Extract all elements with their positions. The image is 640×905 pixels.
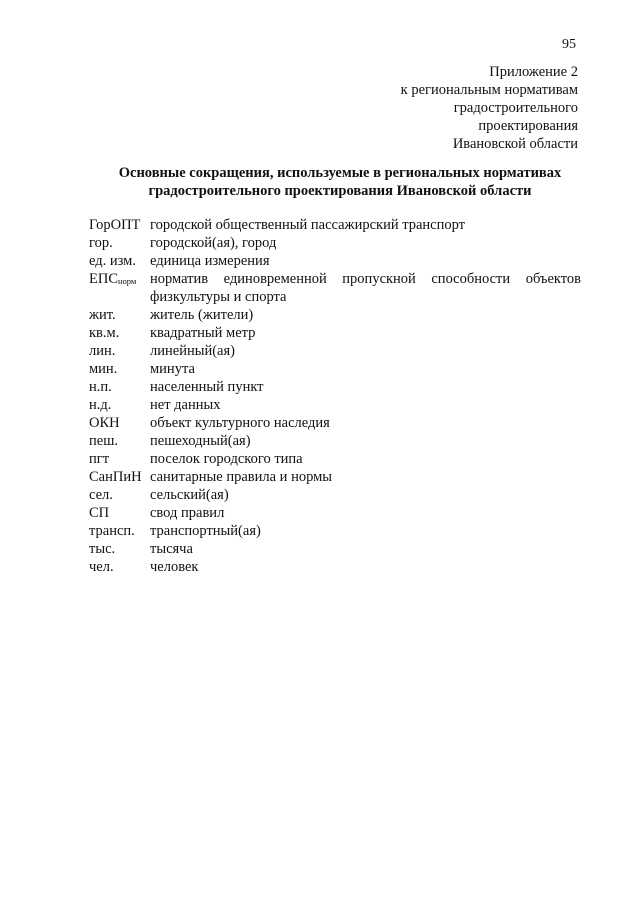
abbreviation-definition: сельский(ая): [150, 487, 229, 503]
abbreviation-term-text: пгт: [89, 451, 110, 467]
abbreviation-definition: тысяча: [150, 541, 193, 557]
abbreviation-row: [89, 306, 581, 324]
abbreviation-row: [89, 450, 581, 468]
document-heading: [80, 164, 600, 200]
abbreviation-term: [89, 378, 150, 396]
abbreviation-definition: линейный(ая): [150, 343, 235, 359]
abbreviation-term-text: ОКН: [89, 415, 120, 431]
abbreviation-term-text: мин.: [89, 361, 118, 377]
abbreviation-row: [89, 468, 581, 486]
abbreviation-term-subscript: норм: [118, 276, 137, 286]
abbreviation-row: [89, 558, 581, 576]
heading-line: градостроительного проектирования Ивановской области: [148, 183, 532, 199]
abbreviation-term: [89, 558, 150, 576]
appendix-line: проектирования: [478, 118, 578, 134]
abbreviation-term: [89, 450, 150, 468]
abbreviation-term: [89, 234, 150, 252]
abbreviation-definition: поселок городского типа: [150, 451, 303, 467]
abbreviation-term: [89, 486, 150, 504]
abbreviation-term: [89, 414, 150, 432]
appendix-line: к региональным нормативам: [400, 82, 578, 98]
abbreviation-term-text: н.п.: [89, 379, 112, 395]
abbreviation-term: [89, 468, 150, 486]
abbreviation-definition: житель (жители): [150, 307, 254, 323]
abbreviation-term-text: лин.: [89, 343, 116, 359]
abbreviation-term-text: гор.: [89, 235, 113, 251]
abbreviation-term: [89, 342, 150, 360]
abbreviation-term: [89, 504, 150, 522]
abbreviation-term-text: ГорОПТ: [89, 217, 141, 233]
abbreviation-definition: пешеходный(ая): [150, 433, 251, 449]
abbreviation-term: [89, 540, 150, 558]
appendix-line: Приложение 2: [489, 64, 578, 80]
abbreviation-term: [89, 522, 150, 540]
abbreviation-definition: транспортный(ая): [150, 523, 261, 539]
page-number: 95: [562, 37, 576, 52]
abbreviation-row: [89, 486, 581, 504]
abbreviation-definition: населенный пункт: [150, 379, 264, 395]
abbreviation-term-text: ЕПС: [89, 271, 118, 287]
abbreviation-row: [89, 216, 581, 234]
abbreviation-definition: квадратный метр: [150, 325, 256, 341]
abbreviation-row: [89, 234, 581, 252]
abbreviation-term-text: сел.: [89, 487, 113, 503]
abbreviation-row: [89, 504, 581, 522]
abbreviation-term-text: тыс.: [89, 541, 116, 557]
abbreviation-term: [89, 306, 150, 324]
abbreviation-list: [89, 216, 581, 576]
abbreviation-term: [89, 324, 150, 342]
abbreviation-row: [89, 270, 581, 306]
abbreviation-definition: единица измерения: [150, 253, 270, 269]
abbreviation-row: [89, 252, 581, 270]
abbreviation-term-text: чел.: [89, 559, 114, 575]
abbreviation-term: [89, 270, 150, 289]
abbreviation-term-text: н.д.: [89, 397, 112, 413]
appendix-line: Ивановской области: [452, 136, 578, 152]
abbreviation-term-text: СП: [89, 505, 110, 521]
abbreviation-term-text: жит.: [89, 307, 116, 323]
abbreviation-row: [89, 540, 581, 558]
abbreviation-definition: человек: [150, 559, 199, 575]
abbreviation-definition: городской общественный пассажирский транспорт: [150, 217, 466, 233]
abbreviation-term: [89, 360, 150, 378]
abbreviation-definition: свод правил: [150, 505, 225, 521]
abbreviation-term-text: СанПиН: [89, 469, 142, 485]
abbreviation-term-text: кв.м.: [89, 325, 120, 341]
abbreviation-row: [89, 342, 581, 360]
abbreviation-row: [89, 396, 581, 414]
abbreviation-definition: норматив единовременной пропускной способности объектов физкультуры и спорта: [150, 271, 581, 305]
abbreviation-definition: минута: [150, 361, 195, 377]
abbreviation-row: [89, 360, 581, 378]
abbreviation-term-text: пеш.: [89, 433, 118, 449]
abbreviation-row: [89, 324, 581, 342]
appendix-caption: [401, 63, 578, 153]
abbreviation-definition: нет данных: [150, 397, 221, 413]
abbreviation-term-text: ед. изм.: [89, 253, 136, 269]
abbreviation-row: [89, 522, 581, 540]
appendix-line: градостроительного: [453, 100, 578, 116]
abbreviation-term: [89, 252, 150, 270]
abbreviation-term: [89, 216, 150, 234]
abbreviation-row: [89, 414, 581, 432]
abbreviation-term: [89, 432, 150, 450]
abbreviation-definition: городской(ая), город: [150, 235, 277, 251]
abbreviation-row: [89, 432, 581, 450]
abbreviation-term-text: трансп.: [89, 523, 135, 539]
abbreviation-definition: санитарные правила и нормы: [150, 469, 333, 485]
abbreviation-row: [89, 378, 581, 396]
abbreviation-definition: объект культурного наследия: [150, 415, 330, 431]
heading-line: Основные сокращения, используемые в региональных нормативах: [118, 165, 562, 181]
abbreviation-term: [89, 396, 150, 414]
